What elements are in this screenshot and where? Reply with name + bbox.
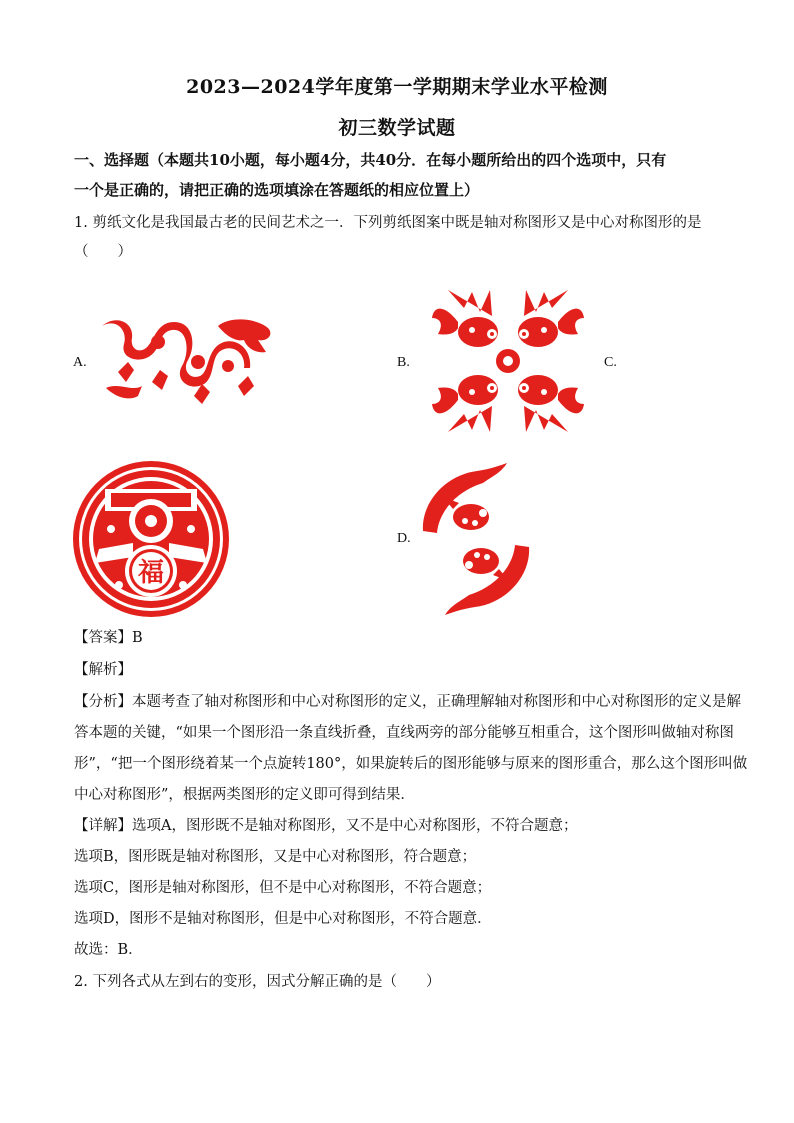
section-instructions-line-2: 一个是正确的，请把正确的选项填涂在答题纸的相应位置上）	[74, 181, 480, 199]
q1-analysis-line-3: 形”，“把一个图形绕着某一个点旋转180°，如果旋转后的图形能够与原来的图形重合，那么这个图形叫做	[74, 756, 748, 772]
exam-title: 2023—2024学年度第一学期期末学业水平检测	[186, 76, 608, 98]
q1-answer: 【答案】B	[74, 630, 143, 646]
q1-detail-line-1: 【详解】选项A，图形既不是轴对称图形，又不是中心对称图形，不符合题意；	[74, 818, 578, 834]
exam-subtitle: 初三数学试题	[338, 117, 456, 139]
q1-analysis-line-1: 【分析】本题考查了轴对称图形和中心对称图形的定义，正确理解轴对称图形和中心对称图形的定义是解	[74, 694, 741, 710]
option-a-label: A.	[73, 355, 87, 370]
q1-analysis-line-4: 中心对称图形”，根据两类图形的定义即可得到结果．	[74, 787, 415, 803]
q1-detail-line-4: 选项D，图形不是轴对称图形，但是中心对称图形，不符合题意．	[74, 911, 492, 927]
q1-analysis-line-2: 答本题的关键，“如果一个图形沿一条直线折叠，直线两旁的部分能够互相重合，这个图形叫做轴对称图	[74, 725, 734, 741]
q1-conclusion: 故选：B．	[74, 942, 143, 958]
option-b-label: B.	[397, 355, 410, 370]
q1-stem-line-1: 1. 剪纸文化是我国最古老的民间艺术之一．下列剪纸图案中既是轴对称图形又是中心对称图形的是	[74, 215, 702, 231]
fu-round-papercut-image	[71, 459, 231, 619]
section-instructions-line-1: 一、选择题（本题共10小题，每小题4分，共40分．在每小题所给出的四个选项中，只有	[74, 151, 667, 169]
q1-analysis-heading: 【解析】	[74, 662, 132, 678]
q1-detail-line-2: 选项B，图形既是轴对称图形，又是中心对称图形，符合题意；	[74, 849, 477, 865]
option-d-label: D.	[397, 531, 411, 546]
two-fish-papercut-image	[417, 463, 535, 615]
four-fish-papercut-image	[428, 284, 588, 438]
svg-text:福: 福	[137, 558, 165, 588]
dragon-papercut-image	[98, 312, 276, 410]
q2-stem: 2. 下列各式从左到右的变形，因式分解正确的是（ ）	[74, 974, 441, 990]
q1-stem-line-2: （ ）	[74, 244, 132, 260]
option-c-label: C.	[604, 355, 617, 370]
q1-detail-line-3: 选项C，图形是轴对称图形，但不是中心对称图形，不符合题意；	[74, 880, 492, 896]
